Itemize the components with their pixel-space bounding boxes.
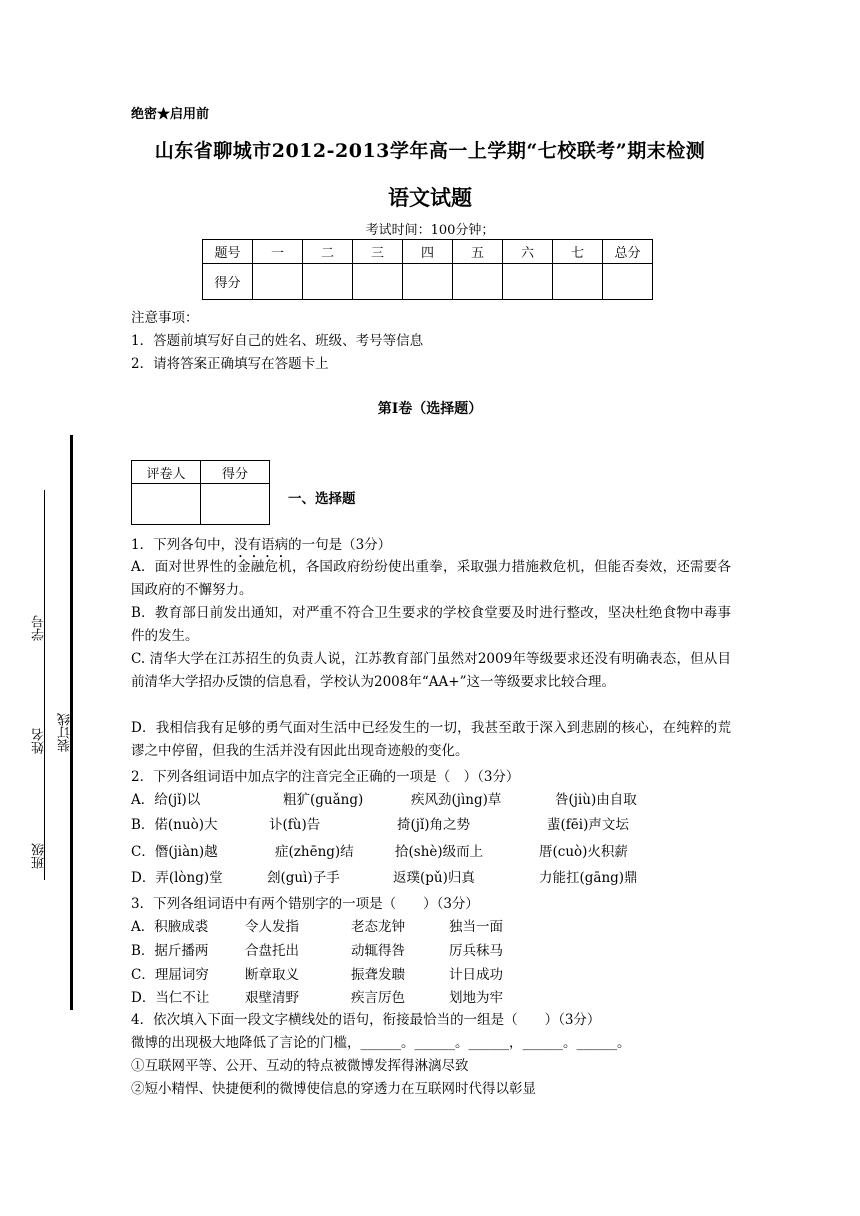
grader-header: 得分	[201, 461, 270, 484]
exam-time: 考试时间：100分钟；	[365, 223, 495, 238]
q2-item: D．弄(lòng)堂	[131, 870, 223, 886]
grader-header: 评卷人	[132, 461, 201, 484]
q1-option-b: B．教育部日前发出通知，对严重不符合卫生要求的学校食堂要及时进行整改，坚决杜绝食物中毒事件的发生。	[131, 605, 731, 644]
q3-item: 断章取义	[245, 967, 299, 983]
score-row-label: 题号	[203, 240, 253, 264]
score-col: 七	[553, 240, 603, 264]
score-col: 二	[303, 240, 353, 264]
q2-item: 讣(fù)告	[269, 817, 321, 833]
part1-title: 一、选择题	[288, 491, 356, 507]
q2-item: 力能扛(gāng)鼎	[539, 870, 638, 886]
q4-option-1: ①互联网平等、公开、互动的特点被微博发挥得淋漓尽致	[131, 1058, 469, 1074]
q4-passage: 微博的出现极大地降低了言论的门槛，______。______。______，______。______。	[131, 1035, 631, 1051]
score-cell	[403, 264, 453, 300]
q3-item: 老态龙钟	[351, 919, 405, 935]
section-title: 第Ⅰ卷（选择题）	[377, 401, 483, 417]
class-label: 班级	[32, 843, 47, 869]
name-label: 姓名	[32, 728, 47, 754]
q2-item: 掎(jǐ)角之势	[397, 817, 471, 833]
confidential-label: 绝密★启用前	[131, 107, 210, 122]
q3-item: 厉兵秣马	[449, 943, 503, 959]
score-cell	[553, 264, 603, 300]
q3-item: A．积腋成裘	[131, 919, 209, 935]
q3-item: B．据斤播两	[131, 943, 209, 959]
notes-heading: 注意事项：	[131, 310, 199, 326]
margin-blank-line	[44, 490, 45, 880]
q3-item: 合盘托出	[245, 943, 299, 959]
score-col: 三	[353, 240, 403, 264]
score-cell	[303, 264, 353, 300]
q3-item: 振聋发聩	[351, 967, 405, 983]
binding-label: 装订线	[58, 713, 73, 752]
q1-stem-pre: 1．下列各句中，	[131, 537, 235, 553]
q2-item: B．偌(nuò)大	[131, 817, 218, 833]
q2-item: 蜚(fēi)声文坛	[547, 817, 629, 833]
student-id-label: 学号	[32, 615, 47, 641]
q2-item: 咎(jiù)由自取	[555, 792, 637, 808]
q1-option-d: D．我相信我有足够的勇气面对生活中已经发生的一切，我甚至敢于深入到悲剧的核心，在纯粹的荒谬之中停留，但我的生活并没有因此出现奇迹般的变化。	[131, 720, 731, 759]
q2-item: 症(zhēng)结	[275, 844, 354, 860]
score-col: 五	[453, 240, 503, 264]
q3-item: 动辄得咎	[351, 943, 405, 959]
exam-subtitle: 语文试题	[388, 185, 472, 210]
grader-cell	[201, 484, 270, 525]
grader-table	[131, 460, 270, 525]
q2-item: 厝(cuò)火积薪	[539, 844, 628, 860]
q4-option-2: ②短小精悍、快捷便利的微博使信息的穿透力在互联网时代得以彰显	[131, 1081, 536, 1097]
note-item: 2．请将答案正确填写在答题卡上	[131, 356, 329, 372]
q2-item: 拾(shè)级而上	[395, 844, 484, 860]
score-cell	[503, 264, 553, 300]
q3-item: 疾言厉色	[351, 990, 405, 1006]
q1-option-a: A．面对世界性的金融危机，各国政府纷纷使出重拳，采取强力措施救危机，但能否奏效，还需要各国政府的不懈努力。	[131, 559, 731, 598]
q2-item: 粗犷(guǎng)	[283, 792, 364, 808]
score-cell	[353, 264, 403, 300]
grader-cell	[132, 484, 201, 525]
q3-stem: 3．下列各组词语中有两个错别字的一项是（ ）（3分）	[131, 896, 479, 912]
score-col: 一	[253, 240, 303, 264]
q3-item: 独当一面	[449, 919, 503, 935]
score-col: 六	[503, 240, 553, 264]
q3-item: 令人发指	[245, 919, 299, 935]
q3-item: D．当仁不让	[131, 990, 210, 1006]
q4-stem: 4．依次填入下面一段文字横线处的语句，衔接最恰当的一组是（ ）（3分）	[131, 1012, 601, 1028]
score-col: 总分	[603, 240, 653, 264]
note-item: 1．答题前填写好自己的姓名、班级、考号等信息	[131, 333, 424, 349]
q3-item: 艰壁清野	[245, 990, 299, 1006]
q2-item: 刽(guì)子手	[267, 870, 340, 886]
q1-option-c: C. 清华大学在江苏招生的负责人说，江苏教育部门虽然对2009年等级要求还没有明确表态，但从目前清华大学招办反馈的信息看，学校认为2008年“AA+”这一等级要求比较合理。	[131, 651, 731, 690]
q2-item: A．给(jǐ)以	[131, 792, 201, 808]
q2-item: C．僭(jiàn)越	[131, 844, 218, 860]
q3-item: 划地为牢	[449, 990, 503, 1006]
q1-emphasis: 没有语病	[234, 537, 289, 553]
score-cell	[603, 264, 653, 300]
score-col: 四	[403, 240, 453, 264]
q3-item: 计日成功	[449, 967, 503, 983]
q2-item: 疾风劲(jìng)草	[411, 792, 502, 808]
exam-title: 山东省聊城市2012-2013学年高一上学期“七校联考”期末检测	[154, 140, 706, 162]
q2-stem: 2．下列各组词语中加点字的注音完全正确的一项是（ ）（3分）	[131, 769, 520, 785]
score-table	[202, 239, 653, 300]
score-cell	[253, 264, 303, 300]
score-cell	[453, 264, 503, 300]
score-row-label: 得分	[203, 264, 253, 300]
q2-item: 返璞(pǔ)归真	[393, 870, 475, 886]
q3-item: C．理屈词穷	[131, 967, 209, 983]
q1-stem-post: 的一句是（3分）	[288, 537, 392, 553]
